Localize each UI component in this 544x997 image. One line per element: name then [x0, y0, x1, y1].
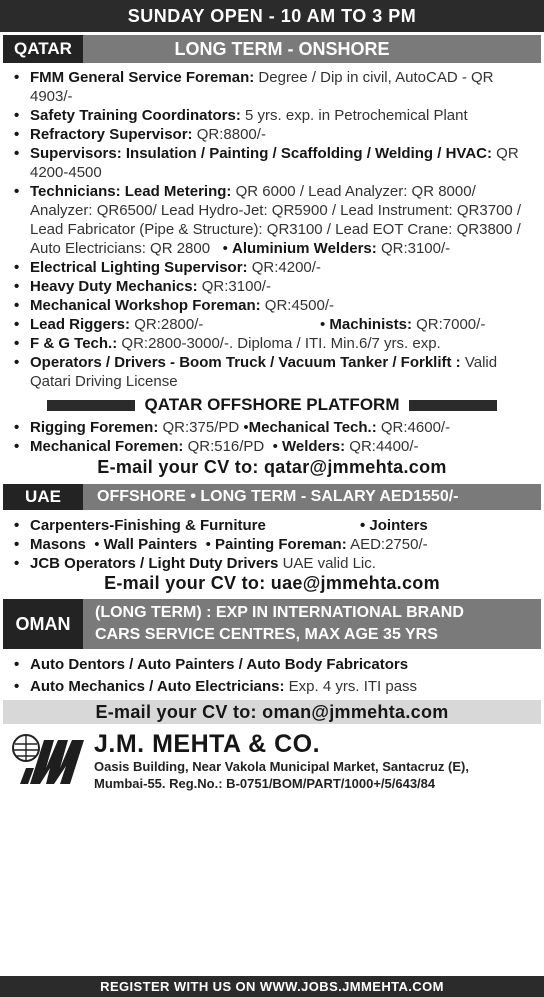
banner-bar-right [409, 400, 497, 411]
uae-list [0, 516, 544, 573]
list-item: • Mechanical Foremen: QR:516/PD • Welders: QR:4400/- [0, 437, 544, 456]
qatar-onshore-list [0, 68, 544, 391]
company-address-line-2: Mumbai-55. Reg.No.: B-0751/BOM/PART/1000+/5/643/84 [94, 776, 436, 791]
oman-email-line[interactable]: E-mail your CV to: oman@jmmehta.com [3, 700, 541, 724]
sunday-open-banner: SUNDAY OPEN - 10 AM TO 3 PM [0, 0, 544, 32]
list-item: • Operators / Drivers - Boom Truck / Vacuum Tanker / Forklift : Valid Qatari Driving License [0, 353, 544, 391]
oman-title-line-2: CARS SERVICE CENTRES, MAX AGE 35 YRS [95, 626, 438, 643]
jm-logo [10, 730, 88, 788]
list-item: • Masons • Wall Painters • Painting Foreman: AED:2750/- [0, 535, 544, 554]
list-item: • Carpenters-Finishing & Furniture • Jointers [0, 516, 544, 535]
list-item: • Mechanical Workshop Foreman: QR:4500/- [0, 296, 544, 315]
uae-email-line[interactable]: E-mail your CV to: uae@jmmehta.com [104, 573, 440, 593]
oman-list [0, 655, 544, 696]
list-item: • Lead Riggers: QR:2800/- • Machinists: QR:7000/- [0, 315, 544, 334]
banner-bar-left [47, 400, 135, 411]
qatar-offshore-list [0, 418, 544, 456]
list-item: • Auto Mechanics / Auto Electricians: Exp. 4 yrs. ITI pass [0, 677, 544, 696]
company-name: J.M. MEHTA & CO. [94, 730, 321, 758]
uae-title: OFFSHORE • LONG TERM - SALARY AED1550/- [83, 484, 541, 510]
list-item: • Safety Training Coordinators: 5 yrs. exp. in Petrochemical Plant [0, 106, 544, 125]
list-item: • Technicians: Lead Metering: QR 6000 / Lead Analyzer: QR 8000/ Analyzer: QR6500/ Lead Hydro-Jet: QR5900 / Lead Instrument: QR3700 / Lead Fabricator (Pipe & Structure): QR3100 / Lead EOT Crane: QR3800 / Auto Electricians: QR 2800 • Aluminium Welders: QR:3100/- [0, 182, 544, 258]
company-address-line-1: Oasis Building, Near Vakola Municipal Market, Santacruz (E), [94, 759, 469, 774]
qatar-title: LONG TERM - ONSHORE [83, 35, 541, 63]
list-item: • Rigging Foremen: QR:375/PD •Mechanical Tech.: QR:4600/- [0, 418, 544, 437]
list-item: • F & G Tech.: QR:2800-3000/-. Diploma / ITI. Min.6/7 yrs. exp. [0, 334, 544, 353]
qatar-region-header [3, 35, 541, 63]
list-item: • Electrical Lighting Supervisor: QR:4200/- [0, 258, 544, 277]
register-footer[interactable]: REGISTER WITH US ON WWW.JOBS.JMMEHTA.COM [0, 976, 544, 997]
oman-title [83, 599, 541, 649]
qatar-email-line[interactable]: E-mail your CV to: qatar@jmmehta.com [97, 457, 447, 477]
company-block [10, 730, 544, 792]
list-item: • Supervisors: Insulation / Painting / Scaffolding / Welding / HVAC: QR 4200-4500 [0, 144, 544, 182]
uae-tag: UAE [3, 484, 83, 510]
list-item: • FMM General Service Foreman: Degree / Dip in civil, AutoCAD - QR 4903/- [0, 68, 544, 106]
uae-region-header [3, 484, 541, 510]
qatar-tag: QATAR [3, 35, 83, 63]
list-item: • Auto Dentors / Auto Painters / Auto Body Fabricators [0, 655, 544, 674]
list-item: • Refractory Supervisor: QR:8800/- [0, 125, 544, 144]
list-item: • Heavy Duty Mechanics: QR:3100/- [0, 277, 544, 296]
qatar-offshore-title: QATAR OFFSHORE PLATFORM [144, 395, 400, 414]
qatar-offshore-banner [0, 395, 544, 415]
oman-title-line-1: (LONG TERM) : EXP IN INTERNATIONAL BRAND [95, 604, 464, 621]
list-item: • JCB Operators / Light Duty Drivers UAE valid Lic. [0, 554, 544, 573]
oman-region-header [3, 599, 541, 649]
oman-tag: OMAN [3, 599, 83, 649]
